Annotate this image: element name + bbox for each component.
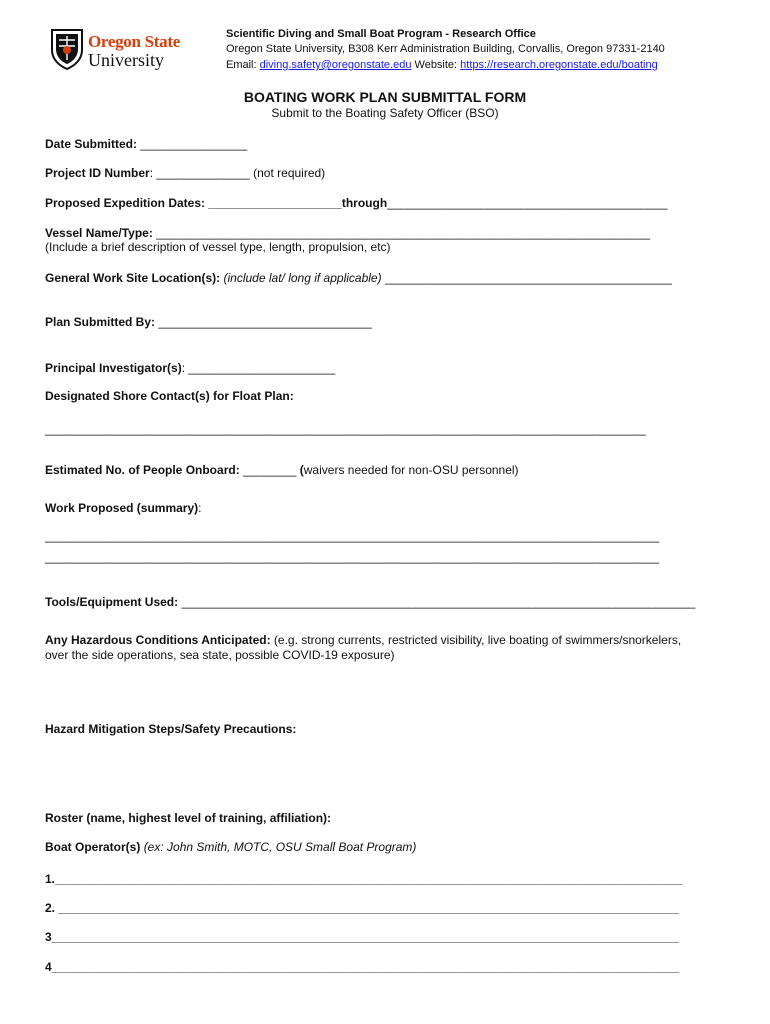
hazard-conditions-field <box>45 633 681 647</box>
work-proposed-blank-1[interactable]: ____________________________________________________________________________________________ <box>45 529 659 543</box>
project-id-field[interactable] <box>45 166 325 180</box>
expedition-dates-blank[interactable]: __________________________________________ <box>387 196 668 210</box>
roster-line-1[interactable]: 1.______________________________________________________________________________________________ <box>45 872 683 886</box>
principal-investigator-field[interactable] <box>45 361 335 375</box>
office-address: Oregon State University, B308 Kerr Administration Building, Corvallis, Oregon 97331-2140 <box>226 43 665 55</box>
people-onboard-label: Estimated No. of People Onboard: <box>45 463 240 477</box>
roster-line-2[interactable]: 2. _____________________________________________________________________________________________ <box>45 901 680 915</box>
osu-shield-icon <box>50 26 84 70</box>
hazard-conditions-note: (e.g. strong currents, restricted visibility, live boating of swimmers/snorkelers, <box>273 633 682 647</box>
tools-blank[interactable]: _____________________________________________________________________________ <box>181 595 696 609</box>
logo-text-university: University <box>88 50 164 70</box>
roster-label: Roster (name, highest level of training, affiliation): <box>45 811 332 825</box>
boat-operator-label: Boat Operator(s) <box>45 840 141 854</box>
hazard-conditions-label: Any Hazardous Conditions Anticipated: <box>45 633 271 647</box>
vessel-field[interactable] <box>45 226 650 240</box>
date-submitted-label: Date Submitted: <box>45 137 138 151</box>
boat-operator-hint: (ex: John Smith, MOTC, OSU Small Boat Program) <box>143 840 417 854</box>
contact-line <box>226 59 658 71</box>
project-id-blank[interactable]: : ______________ (not required) <box>149 166 326 180</box>
tools-label: Tools/Equipment Used: <box>45 595 179 609</box>
expedition-dates-label: Proposed Expedition Dates: ____________________through <box>45 196 388 210</box>
plan-submitted-blank[interactable]: ________________________________ <box>158 315 372 329</box>
website-label: Website: <box>414 59 458 71</box>
tools-field[interactable] <box>45 595 695 609</box>
hazard-conditions-note-2: over the side operations, sea state, possible COVID-19 exposure) <box>45 648 395 662</box>
boat-operator-heading <box>45 840 416 854</box>
people-onboard-blank[interactable]: ________ <box>243 463 297 477</box>
program-name: Scientific Diving and Small Boat Program - Research Office <box>226 28 536 40</box>
form-subtitle: Submit to the Boating Safety Officer (BSO) <box>271 106 499 120</box>
work-site-label: General Work Site Location(s): <box>45 271 221 285</box>
work-proposed-colon: : <box>198 501 202 515</box>
people-onboard-note: waivers needed for non-OSU personnel) <box>303 463 519 477</box>
date-submitted-field[interactable] <box>45 137 247 151</box>
work-site-blank[interactable]: ___________________________________________ <box>384 271 672 285</box>
work-site-field[interactable] <box>45 271 672 285</box>
vessel-blank[interactable]: __________________________________________________________________________ <box>156 226 651 240</box>
roster-line-4[interactable]: 4______________________________________________________________________________________________ <box>45 960 680 974</box>
logo-text-oregon-state: Oregon State <box>88 32 180 51</box>
email-link[interactable]: diving.safety@oregonstate.edu <box>259 59 412 71</box>
people-onboard-field[interactable] <box>45 463 519 477</box>
plan-submitted-field[interactable] <box>45 315 372 329</box>
work-proposed-label: Work Proposed (summary) <box>45 501 199 515</box>
people-onboard-paren: ( <box>299 463 304 477</box>
plan-submitted-label: Plan Submitted By: <box>45 315 156 329</box>
date-submitted-blank[interactable]: ________________ <box>140 137 248 151</box>
form-title: BOATING WORK PLAN SUBMITTAL FORM <box>243 89 527 105</box>
work-site-hint: (include lat/ long if applicable) <box>223 271 382 285</box>
roster-line-3[interactable]: 3______________________________________________________________________________________________ <box>45 930 680 944</box>
shore-contact-label: Designated Shore Contact(s) for Float Plan: <box>45 389 294 403</box>
website-link[interactable]: https://research.oregonstate.edu/boating <box>460 59 658 71</box>
expedition-dates-field[interactable] <box>45 196 667 210</box>
vessel-note: (Include a brief description of vessel type, length, propulsion, etc) <box>45 240 391 254</box>
work-proposed-heading <box>45 501 202 515</box>
principal-investigator-blank[interactable]: : ______________________ <box>181 361 336 375</box>
work-proposed-blank-2[interactable]: ____________________________________________________________________________________________ <box>45 550 659 564</box>
project-id-label: Project ID Number <box>45 166 150 180</box>
shore-contact-blank[interactable]: __________________________________________________________________________________________ <box>45 422 646 436</box>
vessel-label: Vessel Name/Type: <box>45 226 153 240</box>
email-label: Email: <box>226 59 257 71</box>
hazard-mitigation-label: Hazard Mitigation Steps/Safety Precautions: <box>45 722 297 736</box>
osu-logo <box>50 26 200 74</box>
principal-investigator-label: Principal Investigator(s) <box>45 361 182 375</box>
